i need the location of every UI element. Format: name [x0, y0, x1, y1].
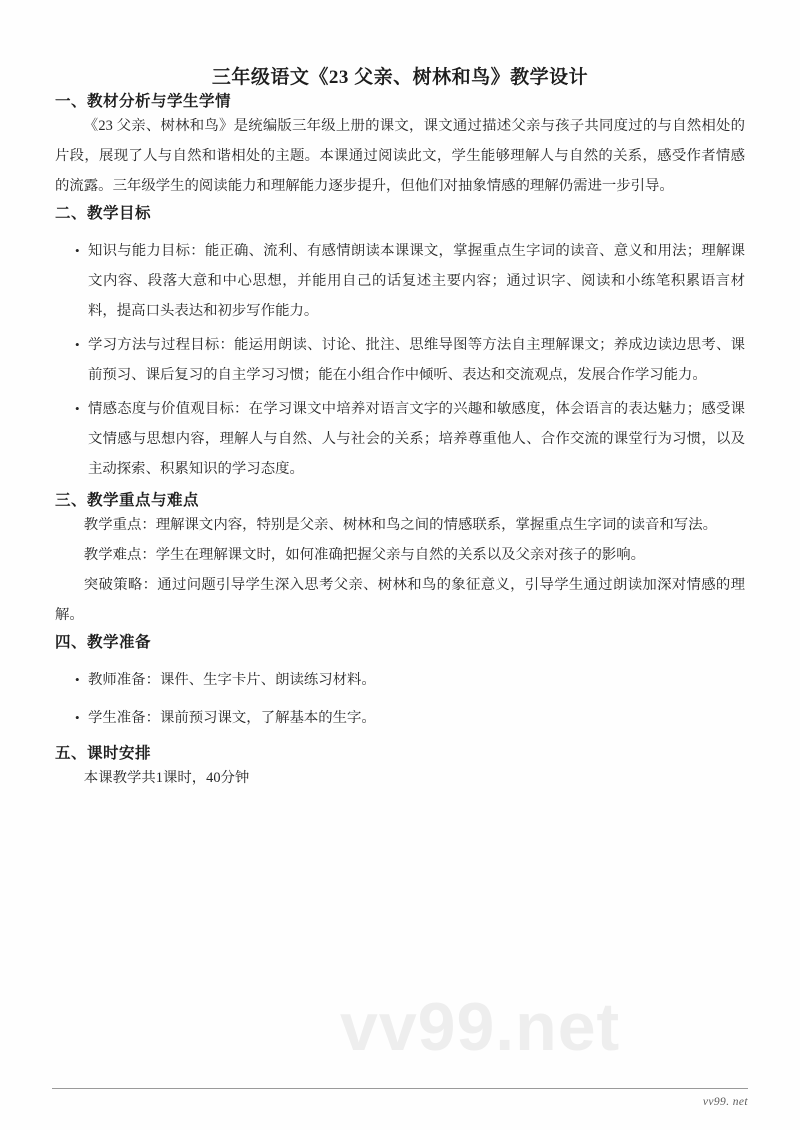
section-3-paragraph-2: 教学难点：学生在理解课文时，如何准确把握父亲与自然的关系以及父亲对孩子的影响。 [83, 547, 646, 563]
list-item: • 学生准备：课前预习课文，了解基本的生字。 [55, 703, 745, 733]
section-3-paragraph-1: 教学重点：理解课文内容，特别是父亲、树林和鸟之间的情感联系，掌握重点生字词的读音和写法。 [83, 517, 717, 533]
teaching-preparation-list [55, 665, 745, 733]
footer-site-label: vv99. net [702, 1096, 748, 1108]
list-item: • 教师准备：课件、生字卡片、朗读练习材料。 [55, 665, 745, 695]
section-heading-3: 三、教学重点与难点 [55, 492, 200, 509]
section-heading-4: 四、教学准备 [55, 634, 152, 651]
section-heading-5: 五、课时安排 [55, 745, 152, 762]
footer-divider [52, 1088, 748, 1089]
section-1-paragraph-1: 《23 父亲、树林和鸟》是统编版三年级上册的课文，课文通过描述父亲与孩子共同度过的与自然相处的片段，展现了人与自然和谐相处的主题。本课通过阅读此文，学生能够理解人与自然的关系，感受作者情感的流露。三年级学生的阅读能力和理解能力逐步提升，但他们对抽象情感的理解仍需进一步引导。 [55, 118, 745, 194]
section-5-paragraph-1: 本课教学共1课时，40分钟 [83, 770, 250, 786]
list-item: • 学习方法与过程目标：能运用朗读、讨论、批注、思维导图等方法自主理解课文；养成边读边思考、课前预习、课后复习的自主学习习惯；能在小组合作中倾听、表达和交流观点，发展合作学习能力。 [55, 330, 745, 390]
page-title: 三年级语文《23 父亲、树林和鸟》教学设计 [211, 67, 589, 88]
list-item: • 情感态度与价值观目标：在学习课文中培养对语言文字的兴趣和敏感度，体会语言的表达魅力；感受课文情感与思想内容，理解人与自然、人与社会的关系；培养尊重他人、合作交流的课堂行为习惯，以及主动探索、积累知识的学习态度。 [55, 394, 745, 484]
list-item: • 知识与能力目标：能正确、流利、有感情朗读本课课文，掌握重点生字词的读音、意义和用法；理解课文内容、段落大意和中心思想，并能用自己的话复述主要内容；通过识字、阅读和小练笔积累语言材料，提高口头表达和初步写作能力。 [55, 236, 745, 326]
page-footer [52, 1088, 748, 1108]
watermark-vv99: vv99.net [340, 989, 621, 1065]
teaching-objectives-list [55, 236, 745, 484]
section-heading-1: 一、教材分析与学生学情 [55, 93, 232, 110]
section-3-paragraph-3: 突破策略：通过问题引导学生深入思考父亲、树林和鸟的象征意义，引导学生通过朗读加深对情感的理解。 [55, 577, 745, 623]
section-heading-2: 二、教学目标 [55, 205, 152, 222]
